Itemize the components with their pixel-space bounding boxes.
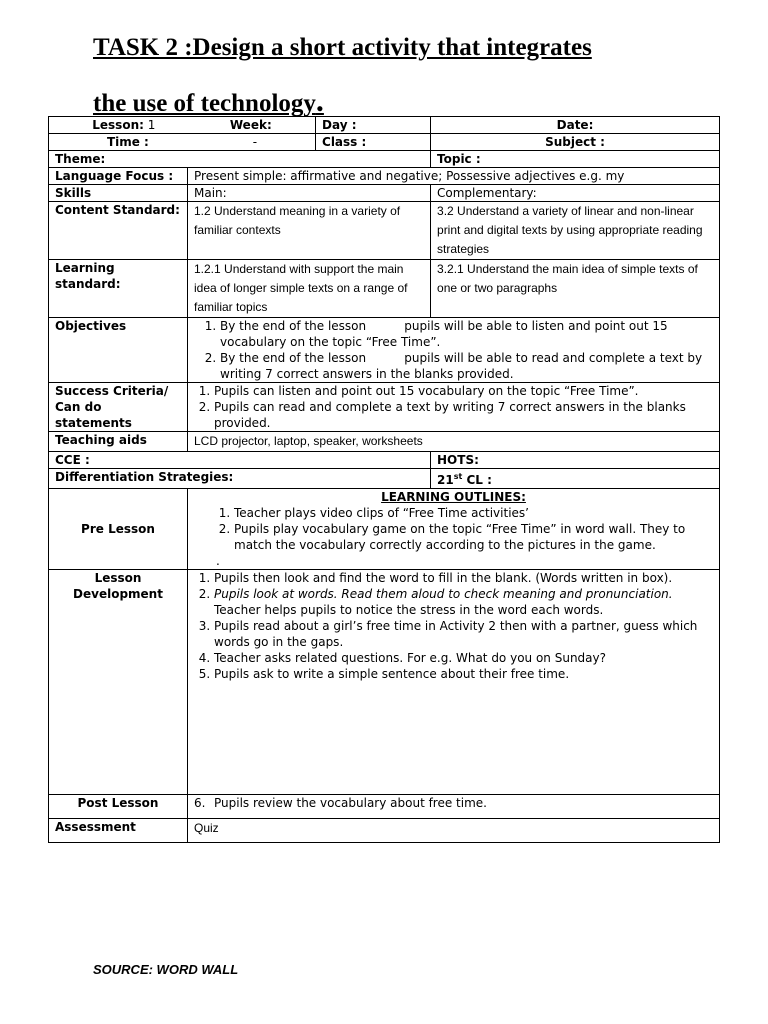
learning-standard-complementary: 3.2.1 Understand the main idea of simple texts of one or two paragraphs (431, 260, 720, 318)
lesson-plan-table (48, 116, 720, 843)
post-lesson-value: Pupils review the vocabulary about free time. (214, 796, 487, 810)
teaching-aids-value: LCD projector, laptop, speaker, worksheets (188, 432, 720, 452)
success-criteria-item: 2. Pupils can read and complete a text by writing 7 correct answers in the blanks provided. (214, 399, 713, 431)
pre-lesson-list (194, 505, 713, 553)
objectives-list (194, 318, 713, 382)
objective-item: 2. By the end of the lesson pupils will be able to read and complete a text by writing 7 correct answers in the blanks provided. (220, 350, 713, 382)
lesson-week-cell (49, 117, 316, 134)
assessment-value: Quiz (188, 819, 720, 843)
pre-lesson-trailing: . (216, 554, 220, 568)
learning-outlines-heading: LEARNING OUTLINES: (381, 490, 526, 504)
lesson-development-cell (188, 570, 720, 795)
skills-row (49, 185, 720, 202)
time-value: - (252, 135, 258, 149)
task-title-line-1: TASK 2 :Design a short activity that integrates (93, 34, 592, 61)
success-criteria-row (49, 383, 720, 432)
differentiation-row (49, 469, 720, 489)
skills-label: Skills (49, 185, 188, 202)
theme-label: Theme: (49, 151, 431, 168)
content-standard-row (49, 202, 720, 260)
date-label: Date: (431, 117, 720, 134)
success-criteria-list (194, 383, 713, 431)
objectives-list-cell (188, 318, 720, 383)
time-label: Time : (106, 135, 149, 149)
content-standard-complementary: 3.2 Understand a variety of linear and non-linear print and digital texts by using appropriate reading strategies (431, 202, 720, 260)
lesson-development-list (194, 570, 713, 682)
header-row-2 (49, 134, 720, 151)
21st-cl-label: 21st CL : (431, 469, 720, 489)
skills-main: Main: (188, 185, 431, 202)
task-title-line-2 (93, 82, 324, 119)
cce-label: CCE : (49, 452, 431, 469)
lesson-development-row (49, 570, 720, 795)
lesson-development-item: 5. Pupils ask to write a simple sentence about their free time. (214, 666, 713, 682)
lesson-development-item: 3. Pupils read about a girl’s free time in Activity 2 then with a partner, guess which words go in the gaps. (214, 618, 713, 650)
objectives-label: Objectives (49, 318, 188, 383)
objectives-row (49, 318, 720, 383)
assessment-row (49, 819, 720, 843)
task-title-period: . (315, 82, 324, 118)
teaching-aids-row (49, 432, 720, 452)
day-label: Day : (316, 117, 431, 134)
header-row-1 (49, 117, 720, 134)
differentiation-cell (49, 469, 431, 489)
content-standard-label: Content Standard: (49, 202, 188, 260)
class-label: Class : (316, 134, 431, 151)
source-note: SOURCE: WORD WALL (93, 962, 239, 977)
subject-label: Subject : (431, 134, 720, 151)
differentiation-label: Differentiation Strategies: (55, 470, 234, 484)
assessment-label: Assessment (49, 819, 188, 843)
hots-label: HOTS: (431, 452, 720, 469)
lesson-development-item: 4. Teacher asks related questions. For e.g. What do you on Sunday? (214, 650, 713, 666)
objective-item: 1. By the end of the lesson pupils will be able to listen and point out 15 vocabulary on the topic “Free Time”. (220, 318, 713, 350)
pre-lesson-item: 1. Teacher plays video clips of “Free Time activities’ (234, 505, 713, 521)
learning-standard-main: 1.2.1 Understand with support the main idea of longer simple texts on a range of familiar topics (188, 260, 431, 318)
post-lesson-label: Post Lesson (49, 795, 188, 819)
language-focus-value: Present simple: affirmative and negative; Possessive adjectives e.g. my (188, 168, 720, 185)
post-lesson-row (49, 795, 720, 819)
learning-standard-row (49, 260, 720, 318)
post-lesson-cell (188, 795, 720, 819)
cce-row (49, 452, 720, 469)
success-criteria-label: Success Criteria/ Can do statements (49, 383, 188, 432)
lesson-development-item: 2. Pupils look at words. Read them aloud to check meaning and pronunciation. Teacher helps pupils to notice the stress in the word each words. (214, 586, 713, 618)
learning-standard-label: Learning standard: (49, 260, 188, 318)
lesson-development-item: 1. Pupils then look and find the word to fill in the blank. (Words written in box). (214, 570, 713, 586)
skills-complementary: Complementary: (431, 185, 720, 202)
pre-lesson-row (49, 489, 720, 570)
week-label: Week: (229, 118, 272, 132)
time-cell (49, 134, 316, 151)
lesson-development-label: Lesson Development (49, 570, 188, 795)
lesson-field: Lesson: 1 (92, 118, 156, 132)
success-criteria-item: 1. Pupils can listen and point out 15 vocabulary on the topic “Free Time”. (214, 383, 713, 399)
success-criteria-cell (188, 383, 720, 432)
topic-label: Topic : (431, 151, 720, 168)
task-title-line-2-text: the use of technology (93, 90, 316, 117)
pre-lesson-label: Pre Lesson (49, 489, 188, 570)
content-standard-main: 1.2 Understand meaning in a variety of familiar contexts (188, 202, 431, 260)
pre-lesson-cell (188, 489, 720, 570)
theme-row (49, 151, 720, 168)
language-focus-row (49, 168, 720, 185)
post-lesson-number: 6. (194, 796, 206, 810)
pre-lesson-item: 2. Pupils play vocabulary game on the topic “Free Time” in word wall. They to match the vocabulary correctly according to the pictures in the game. (234, 521, 713, 553)
teaching-aids-label: Teaching aids (49, 432, 188, 452)
language-focus-label: Language Focus : (49, 168, 188, 185)
